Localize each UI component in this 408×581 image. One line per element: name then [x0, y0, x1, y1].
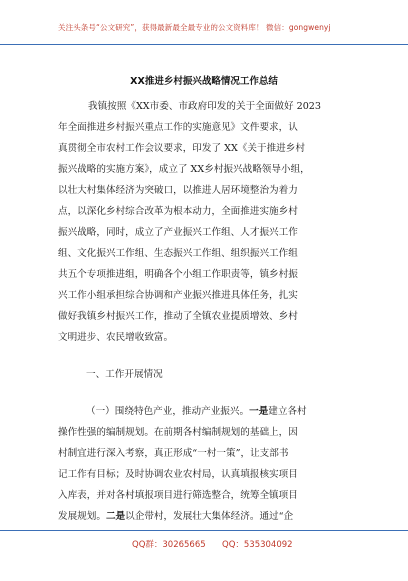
document-title: XX推进乡村振兴战略情况工作总结: [130, 76, 278, 87]
paragraph-line: 我镇按照《XX市委、市政府印发的关于全面做好 2023: [88, 101, 321, 112]
paragraph-line: 年全面推进乡村振兴重点工作的实施意见》文件要求，认: [58, 122, 298, 133]
paragraph-line: 以壮大村集体经济为突破口，以推进人居环境整治为着力: [58, 185, 298, 196]
paragraph-line: 村制宜进行深入考察，真正形成“一村一策”，让支部书: [58, 448, 289, 459]
paragraph-line: [58, 511, 293, 523]
paragraph-line: 入库表，并对各村填报项目进行筛选整合，统筹全镇项目: [58, 490, 298, 501]
paragraph-line: 振兴战略的实施方案》，成立了 XX乡村振兴战略领导小组，: [58, 164, 310, 175]
paragraph-line: 记工作有目标；及时协调农业农村局，认真填报核实项目: [58, 469, 298, 480]
paragraph-line: 文明进步、农民增收致富。: [58, 332, 174, 343]
subsection-line: [86, 406, 307, 418]
subsection-suffix: 建立各村: [268, 406, 307, 417]
paragraph-line: 共五个专项推进组，明确各个小组工作职责等，镇乡村振: [58, 269, 298, 280]
footer-qq: QQ：535304092: [222, 540, 293, 550]
paragraph-line: 振兴战略，同时，成立了产业振兴工作组、人才振兴工作: [58, 227, 298, 238]
paragraph-bold: 二是: [105, 511, 126, 522]
header-banner: [0, 0, 408, 45]
section-heading: 一、工作开展情况: [86, 369, 163, 380]
subsection-bold: 一是: [249, 406, 269, 417]
paragraph-line: 做好我镇乡村振兴工作，推动了全镇农业提质增效、乡村: [58, 311, 298, 322]
paragraph-line: 组、文化振兴工作组、生态振兴工作组、组织振兴工作组: [58, 248, 298, 259]
paragraph-line: 点，以深化乡村综合改革为根本动力，全面推进实施乡村: [58, 206, 298, 217]
paragraph-line: 兴工作小组承担综合协调和产业振兴推进具体任务，扎实: [58, 290, 298, 301]
paragraph-line: 操作性强的编制规划。在前期各村编制规划的基础上，因: [58, 427, 298, 438]
paragraph-line: 真贯彻全市农村工作会议要求，印发了 XX《关于推进乡村: [58, 143, 305, 154]
paragraph-text: 发展规划。: [58, 511, 106, 522]
header-notice: 关注头条号“公文研究”，获得最新最全最专业的公文资料库！ 微信：gongwenyj: [58, 23, 331, 32]
paragraph-text: 以企带村，发展壮大集体经济。通过“企: [125, 511, 294, 522]
subsection-prefix: （一）围绕特色产业，推动产业振兴。: [86, 406, 250, 417]
footer-qq-group: QQ群：30265665: [132, 540, 206, 550]
